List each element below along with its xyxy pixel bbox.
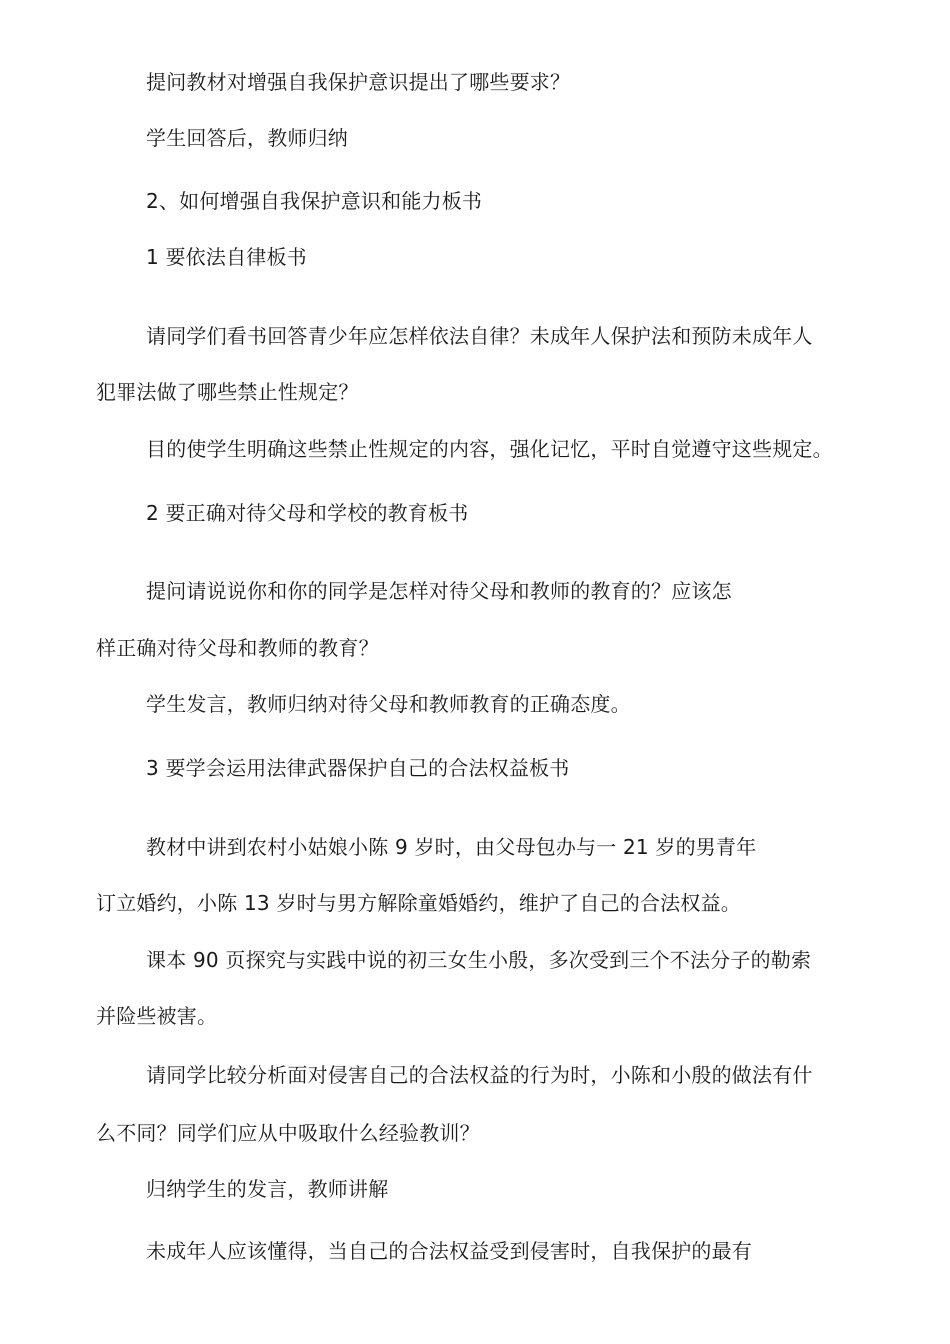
paragraph-line: 未成年人应该懂得，当自己的合法权益受到侵害时，自我保护的最有 xyxy=(146,1239,752,1263)
section-heading: 2、如何增强自我保护意识和能力板书 xyxy=(146,189,483,213)
paragraph-line: 目的使学生明确这些禁止性规定的内容，强化记忆，平时自觉遵守这些规定。 xyxy=(146,437,833,461)
paragraph-line: 请同学们看书回答青少年应怎样依法自律？未成年人保护法和预防未成年人 xyxy=(146,324,813,348)
paragraph-line: 样正确对待父母和教师的教育？ xyxy=(96,636,379,660)
paragraph-line: 学生回答后，教师归纳 xyxy=(146,126,348,150)
paragraph-line: 学生发言，教师归纳对待父母和教师教育的正确态度。 xyxy=(146,692,631,716)
paragraph-line: 请同学比较分析面对侵害自己的合法权益的行为时，小陈和小殷的做法有什 xyxy=(146,1063,813,1087)
subsection-heading: 2 要正确对待父母和学校的教育板书 xyxy=(146,501,469,525)
paragraph-line: 提问教材对增强自我保护意识提出了哪些要求？ xyxy=(146,70,571,94)
paragraph-line: 并险些被害。 xyxy=(96,1004,218,1028)
subsection-heading: 3 要学会运用法律武器保护自己的合法权益板书 xyxy=(146,756,570,780)
paragraph-line: 课本 90 页探究与实践中说的初三女生小殷，多次受到三个不法分子的勒索 xyxy=(146,948,812,972)
paragraph-line: 么不同？同学们应从中吸取什么经验教训？ xyxy=(96,1121,480,1145)
subsection-heading: 1 要依法自律板书 xyxy=(146,245,307,269)
paragraph-line: 教材中讲到农村小姑娘小陈 9 岁时，由父母包办与一 21 岁的男青年 xyxy=(146,835,757,859)
paragraph-line: 归纳学生的发言，教师讲解 xyxy=(146,1177,389,1201)
paragraph-line: 犯罪法做了哪些禁止性规定？ xyxy=(96,380,359,404)
paragraph-line: 提问请说说你和你的同学是怎样对待父母和教师的教育的？应该怎 xyxy=(146,579,732,603)
paragraph-line: 订立婚约，小陈 13 岁时与男方解除童婚婚约，维护了自己的合法权益。 xyxy=(96,891,741,915)
